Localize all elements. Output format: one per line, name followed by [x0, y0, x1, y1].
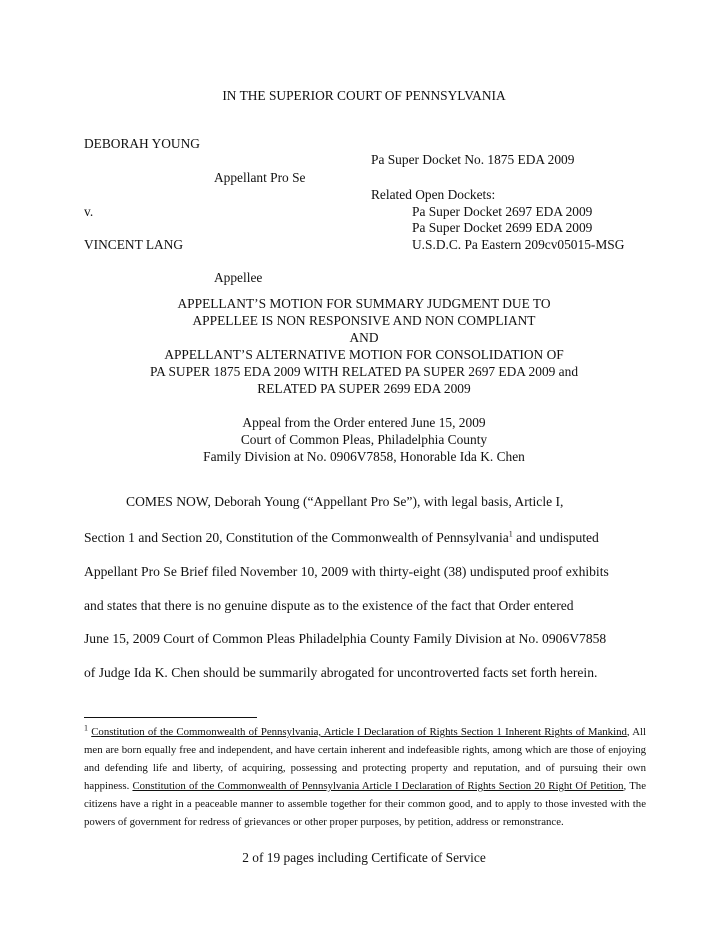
footnote-marker: 1: [84, 723, 88, 733]
page-footer: 2 of 19 pages including Certificate of Service: [242, 850, 486, 865]
related-docket-2: Pa Super Docket 2699 EDA 2009: [412, 220, 593, 235]
body-line-4: and states that there is no genuine dispute as to the existence of the fact that Order entered: [84, 598, 574, 613]
body-line-2-tail: and undisputed: [512, 530, 599, 545]
footnote-text-2: , The citizens have a right in a peaceable manner to assemble together for their common good, and to apply to those invested with the powers of government for redress of grievances or other proper purposes, by petition, address or remonstrance.: [84, 780, 646, 828]
body-line-1: COMES NOW, Deborah Young (“Appellant Pro Se”), with legal basis, Article I,: [126, 494, 564, 509]
related-docket-3: U.S.D.C. Pa Eastern 209cv05015-MSG: [412, 237, 625, 252]
body-line-5: June 15, 2009 Court of Common Pleas Philadelphia County Family Division at No. 0906V7858: [84, 631, 607, 646]
footnote: [84, 723, 646, 831]
appeal-info-line: Appeal from the Order entered June 15, 2009: [242, 415, 486, 430]
appeal-info: [0, 414, 728, 465]
motion-title-line: APPELLANT’S MOTION FOR SUMMARY JUDGMENT DUE TO: [177, 296, 551, 311]
appeal-info-line: Court of Common Pleas, Philadelphia County: [240, 432, 488, 447]
related-dockets-label: Related Open Dockets:: [371, 187, 496, 202]
related-docket-1: Pa Super Docket 2697 EDA 2009: [412, 204, 593, 219]
docket-number: Pa Super Docket No. 1875 EDA 2009: [371, 152, 575, 167]
body-line-2-text: Section 1 and Section 20, Constitution of the Commonwealth of Pennsylvania: [84, 530, 509, 545]
footnote-citation-2: Constitution of the Commonwealth of Pennsylvania Article I Declaration of Rights Section 20 Right Of Petition: [132, 780, 624, 792]
footnote-text-1: , All men are born equally free and independent, and have certain inherent and indefeasible rights, among which are those of enjoying and defending life and liberty, of acquiring, possessing and protecting property and reputation, and of pursuing their own happiness.: [84, 726, 647, 792]
footnote-divider: [84, 717, 257, 718]
motion-title: [0, 295, 728, 397]
court-heading: IN THE SUPERIOR COURT OF PENNSYLVANIA: [222, 88, 506, 103]
motion-title-line: PA SUPER 1875 EDA 2009 WITH RELATED PA SUPER 2697 EDA 2009 and: [149, 364, 579, 379]
motion-title-line: AND: [349, 330, 379, 345]
motion-title-line: APPELLEE IS NON RESPONSIVE AND NON COMPLIANT: [192, 313, 536, 328]
appeal-info-line: Family Division at No. 0906V7858, Honorable Ida K. Chen: [203, 449, 525, 464]
body-line-6: of Judge Ida K. Chen should be summarily abrogated for uncontroverted facts set forth herein.: [84, 665, 598, 680]
versus: v.: [84, 204, 94, 219]
footnote-citation-1: Constitution of the Commonwealth of Pennsylvania, Article I Declaration of Rights Section 1 Inherent Rights of Mankind: [91, 726, 627, 738]
footnote-reference: 1: [508, 529, 513, 539]
appellant-name: DEBORAH YOUNG: [84, 136, 200, 151]
body-line-2: [84, 530, 644, 546]
motion-title-line: RELATED PA SUPER 2699 EDA 2009: [257, 381, 471, 396]
appellant-role: Appellant Pro Se: [214, 170, 306, 185]
appellee-role: Appellee: [214, 270, 263, 285]
appellee-name: VINCENT LANG: [84, 237, 184, 252]
motion-title-line: APPELLANT’S ALTERNATIVE MOTION FOR CONSOLIDATION OF: [164, 347, 564, 362]
body-line-3: Appellant Pro Se Brief filed November 10, 2009 with thirty-eight (38) undisputed proof exhibits: [84, 564, 609, 579]
